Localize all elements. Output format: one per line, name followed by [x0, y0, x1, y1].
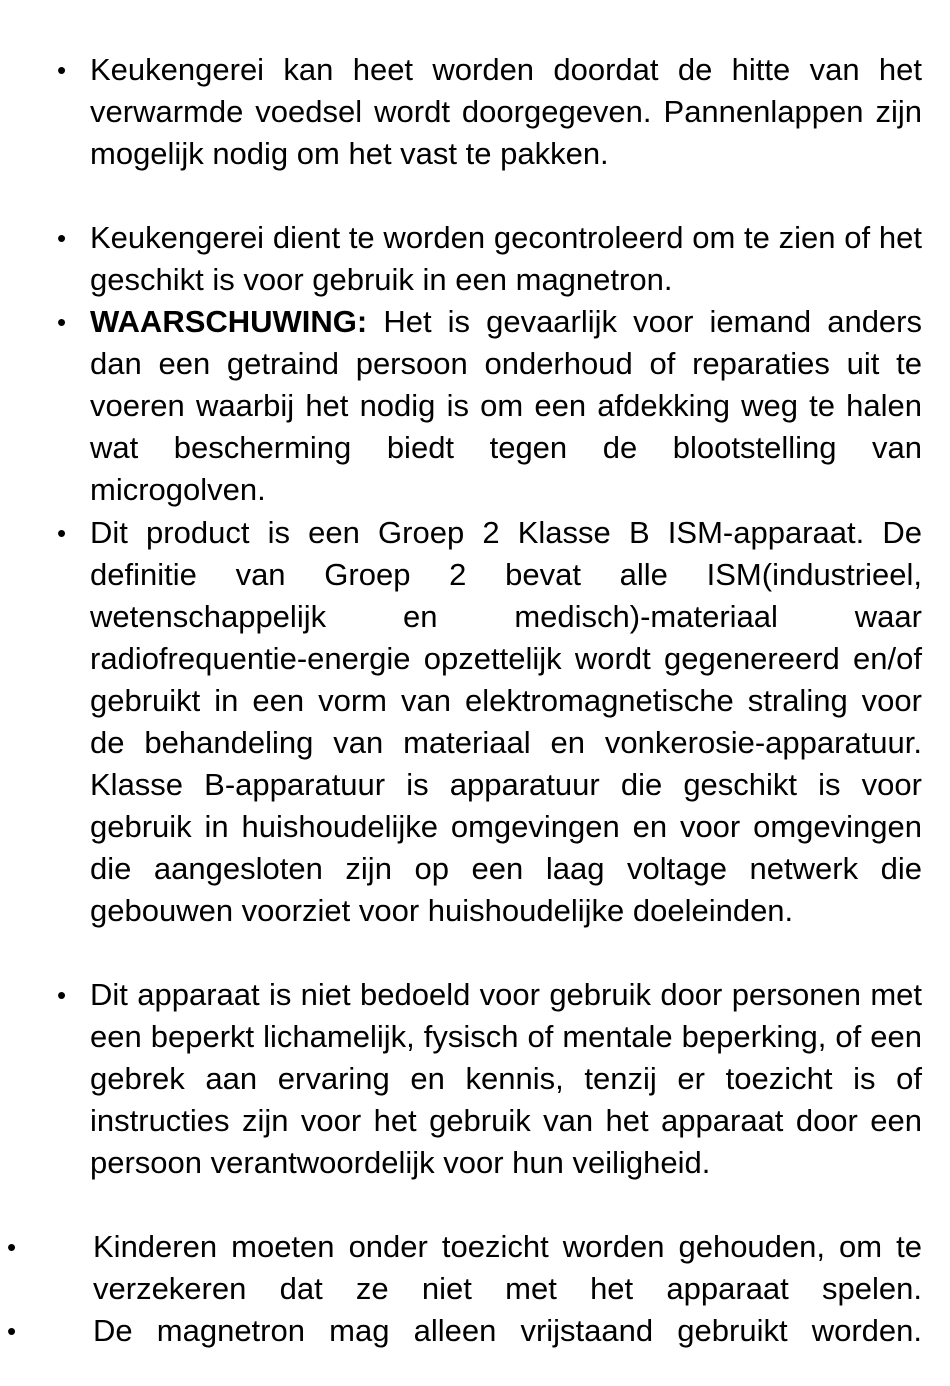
- list-item-text: Keukengerei dient te worden gecontroleerd om te zien of het geschikt is voor gebruik in een magnetron.: [90, 220, 922, 297]
- list-item-text: Kinderen moeten onder toezicht worden gehouden, om te verzekeren dat ze niet met het apparaat spelen.: [93, 1229, 922, 1306]
- list-item-text: Dit product is een Groep 2 Klasse B ISM-apparaat. De definitie van Groep 2 bevat alle ISM(industrieel, wetenschappelijk en medisch)-materiaal waar radiofrequentie-energie opzettelijk wordt gegenereerd en/of gebruikt in een vorm van elektromagnetische straling voor de behandeling van materiaal en vonkerosie-apparatuur. Klasse B-apparatuur is apparatuur die geschikt is voor gebruik in huishoudelijke omgevingen en voor omgevingen die aangesloten zijn op een laag voltage netwerk die gebouwen voorziet voor huishoudelijke doeleinden.: [90, 515, 922, 928]
- bullet: •: [57, 55, 67, 85]
- warning-text-block: [90, 301, 922, 511]
- warning-text: Het is gevaarlijk voor iemand anders dan een getraind persoon onderhoud of reparaties uit te voeren waarbij het nodig is om een afdekking weg te halen wat bescherming biedt tegen de blootstelling van microgolven.: [90, 304, 922, 507]
- bullet: •: [57, 518, 67, 548]
- bullet: •: [7, 1232, 17, 1262]
- warning-label: WAARSCHUWING:: [90, 304, 368, 339]
- list-item-text: De magnetron mag alleen vrijstaand gebruikt worden.: [93, 1313, 922, 1348]
- bullet: •: [57, 980, 67, 1010]
- list-item-text: Keukengerei kan heet worden doordat de hitte van het verwarmde voedsel wordt doorgegeven. Pannenlappen zijn mogelijk nodig om het vast te pakken.: [90, 52, 922, 171]
- bullet: •: [57, 223, 67, 253]
- bullet: •: [57, 307, 67, 337]
- bullet: •: [7, 1316, 17, 1346]
- list-item-text: Dit apparaat is niet bedoeld voor gebruik door personen met een beperkt lichamelijk, fysisch of mentale beperking, of een gebrek aan ervaring en kennis, tenzij er toezicht is of instructies zijn voor het gebruik van het apparaat door een persoon verantwoordelijk voor hun veiligheid.: [90, 977, 922, 1180]
